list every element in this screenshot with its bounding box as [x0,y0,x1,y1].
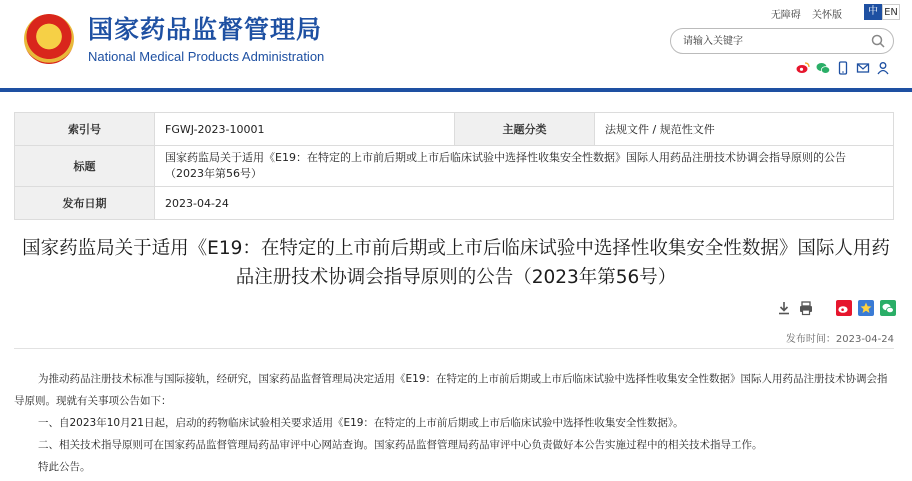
date-label: 发布日期 [15,187,155,220]
article-paragraph: 一、自2023年10月21日起，启动的药物临床试验相关要求适用《E19：在特定的上市前后期或上市后临床试验中选择性收集安全性数据》。 [38,417,684,429]
publish-time: 发布时间：2023-04-24 [785,334,894,345]
article-paragraph: 特此公告。 [38,461,91,473]
lang-en-button[interactable]: EN [882,4,900,20]
favorite-icon[interactable] [858,300,874,316]
mobile-icon[interactable] [836,60,850,74]
lang-zh-button[interactable]: 中 [864,4,882,20]
article-body [14,368,894,478]
article-tools [776,300,896,316]
search-icon[interactable] [871,34,885,48]
title-value: 国家药监局关于适用《E19：在特定的上市前后期或上市后临床试验中选择性收集安全性数据》国际人用药品注册技术协调会指导原则的公告（2023年第56号） [155,146,894,187]
search-input[interactable] [683,33,863,50]
tool-spacer [820,300,830,316]
care-mode-link[interactable]: 关怀版 [812,10,842,21]
site-title[interactable]: 国家药品监督管理局 [88,15,323,44]
emblem-icon: ★ [24,14,74,64]
article-title: 国家药监局关于适用《E19：在特定的上市前后期或上市后临床试验中选择性收集安全性数据》国际人用药品注册技术协调会指导原则的公告（2023年第56号） [22,238,890,288]
document-info-table [14,112,894,220]
top-links [763,6,842,21]
user-icon[interactable] [876,60,890,74]
social-links [796,60,890,74]
language-switch [864,4,900,20]
site-header [0,0,912,92]
index-label: 索引号 [15,113,155,146]
category-value: 法规文件 / 规范性文件 [595,113,894,146]
title-label: 标题 [15,146,155,187]
share-weibo-icon[interactable] [836,300,852,316]
table-row [15,146,894,187]
table-row [15,187,894,220]
table-row [15,113,894,146]
search-box [670,28,894,54]
wechat-icon[interactable] [816,60,830,74]
weibo-icon[interactable] [796,60,810,74]
mail-icon[interactable] [856,60,870,74]
print-icon[interactable] [798,300,814,316]
index-value: FGWJ-2023-10001 [155,113,455,146]
download-icon[interactable] [776,300,792,316]
share-wechat-icon[interactable] [880,300,896,316]
article-paragraph: 二、相关技术指导原则可在国家药品监督管理局药品审评中心网站查询。国家药品监督管理局药品审评中心负责做好本公告实施过程中的相关技术指导工作。 [38,439,763,451]
article-paragraph: 为推动药品注册技术标准与国际接轨，经研究，国家药品监督管理局决定适用《E19：在特定的上市前后期或上市后临床试验中选择性收集安全性数据》国际人用药品注册技术协调会指导原则。现就有关事项公告如下： [14,373,888,407]
accessibility-link[interactable]: 无障碍 [770,10,801,21]
divider [14,348,894,349]
date-value: 2023-04-24 [155,187,894,220]
site-title-en[interactable]: National Medical Products Administration [88,49,325,64]
category-label: 主题分类 [455,113,595,146]
